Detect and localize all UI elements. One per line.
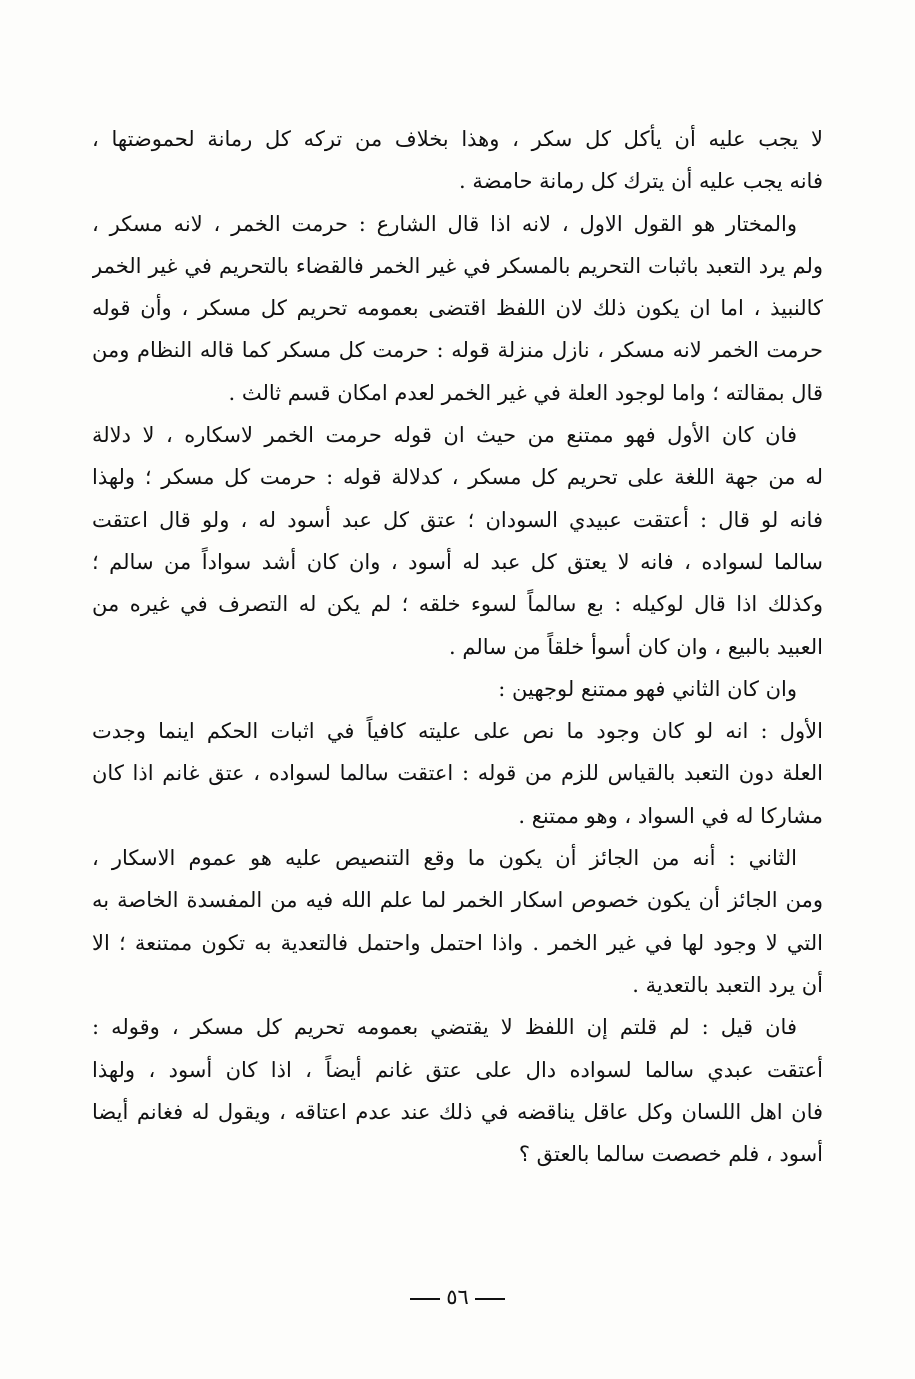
text-line: وكذلك اذا قال لوكيله : بع سالماً لسوء خلقه ؛ لم يكن له التصرف في غيره من <box>92 592 823 617</box>
text-line: فان اهل اللسان وكل عاقل يناقضه في ذلك عند عدم اعتاقه ، ويقول له فغانم أيضا <box>92 1099 823 1124</box>
text-line: ولم يرد التعبد باثبات التحريم بالمسكر في غير الخمر فالقضاء بالتحريم في غير الخمر <box>92 253 823 278</box>
paragraph-6 <box>92 837 823 1006</box>
text-line: لا يجب عليه أن يأكل كل سكر ، وهذا بخلاف من تركه كل رمانة لحموضتها ، <box>92 127 823 151</box>
paragraph-2 <box>92 203 823 414</box>
text-line: فانه لو قال : أعتقت عبيدي السودان ؛ عتق كل عبد أسود له ، ولو قال اعتقت <box>92 507 823 532</box>
paragraph-4 <box>92 668 823 710</box>
paragraph-3 <box>92 414 823 668</box>
text-line: الثاني : أنه من الجائز أن يكون ما وقع التنصيص عليه هو عموم الاسكار ، <box>92 846 797 871</box>
text-line: فان كان الأول فهو ممتنع من حيث ان قوله حرمت الخمر لاسكاره ، لا دلالة <box>92 423 797 448</box>
text-line: أن يرد التعبد بالتعدية . <box>632 972 823 997</box>
paragraph-7 <box>92 1006 823 1175</box>
page-number-value: ٥٦ <box>446 1285 469 1309</box>
paragraph-1 <box>92 118 823 203</box>
dash-decoration <box>410 1298 440 1300</box>
page-number <box>0 1282 915 1312</box>
text-line: فانه يجب عليه أن يترك كل رمانة حامضة . <box>459 169 823 194</box>
text-line: حرمت الخمر لانه مسكر ، نازل منزلة قوله : حرمت كل مسكر كما قاله النظام ومن <box>92 338 823 363</box>
dash-decoration <box>475 1298 505 1300</box>
text-line: ومن الجائز أن يكون خصوص اسكار الخمر لما علم الله فيه من المفسدة الخاصة به <box>92 888 823 913</box>
text-line: الأول : انه لو كان وجود ما نص على عليته كافياً في اثبات الحكم اينما وجدت <box>92 719 823 744</box>
text-line: مشاركا له في السواد ، وهو ممتنع . <box>518 803 823 828</box>
text-line: أعتقت عبدي سالما لسواده دال على عتق غانم أيضاً ، اذا كان أسود ، ولهذا <box>92 1057 823 1082</box>
text-line: له من جهة اللغة على تحريم كل مسكر ، كدلالة قوله : حرمت كل مسكر ؛ ولهذا <box>92 465 823 490</box>
text-line: كالنبيذ ، اما ان يكون ذلك لان اللفظ اقتضى بعمومه تحريم كل مسكر ، وأن قوله <box>92 296 823 321</box>
text-line: العبيد بالبيع ، وان كان أسوأ خلقاً من سالم . <box>449 634 823 659</box>
text-line: وان كان الثاني فهو ممتنع لوجهين : <box>498 676 797 701</box>
text-line: فان قيل : لم قلتم إن اللفظ لا يقتضي بعمومه تحريم كل مسكر ، وقوله : <box>92 1015 797 1040</box>
paragraph-5 <box>92 710 823 837</box>
text-line: والمختار هو القول الاول ، لانه اذا قال الشارع : حرمت الخمر ، لانه مسكر ، <box>92 211 797 236</box>
body-text <box>92 118 823 1175</box>
text-line: العلة دون التعبد بالقياس للزم من قوله : اعتقت سالما لسواده ، عتق غانم اذا كان <box>92 761 823 786</box>
text-line: سالما لسواده ، فانه لا يعتق كل عبد له أسود ، وان كان أشد سواداً من سالم ؛ <box>92 549 823 574</box>
text-line: التي لا وجود لها في غير الخمر . واذا احتمل واحتمل فالتعدية به تكون ممتنعة ؛ الا <box>92 930 823 955</box>
text-line: قال بمقالته ؛ واما لوجود العلة في غير الخمر لعدم امكان قسم ثالث . <box>228 380 823 405</box>
text-line: أسود ، فلم خصصت سالما بالعتق ؟ <box>518 1142 823 1167</box>
